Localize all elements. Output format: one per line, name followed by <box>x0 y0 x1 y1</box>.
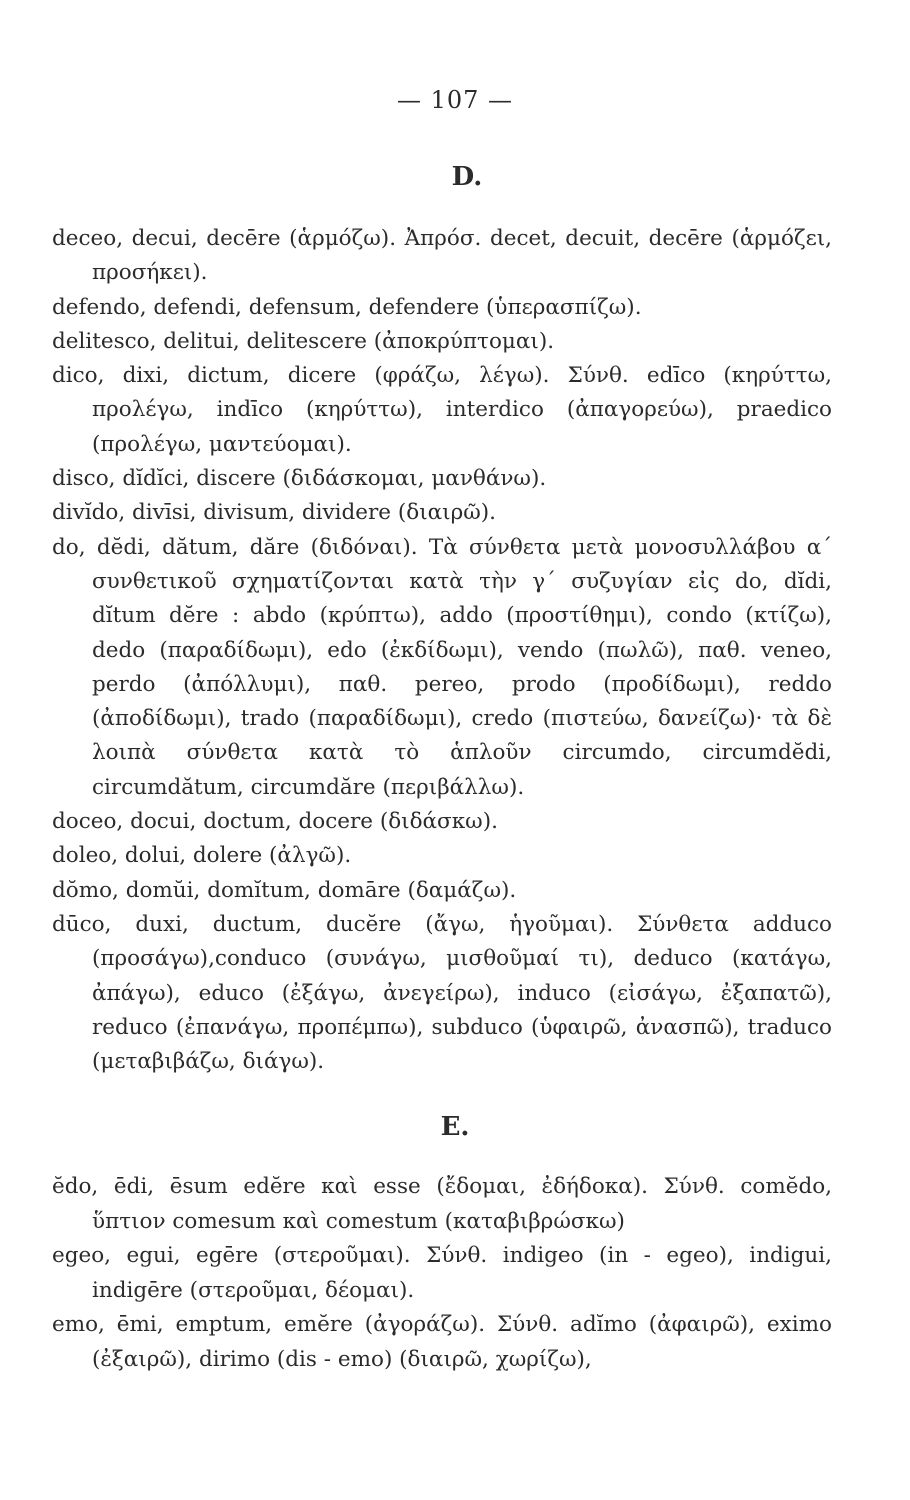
section-heading-d: D. <box>451 162 483 192</box>
dictionary-entry: ĕdo, ēdi, ēsum edĕre καὶ esse (ἔδομαι, ἐδήδοκα). Σύνθ. comĕdo, ὕπτιον comesum καὶ comestum (καταβιβρώσκω) <box>52 1174 832 1234</box>
dictionary-entry: emo, ēmi, emptum, emĕre (ἀγοράζω). Σύνθ. adĭmo (ἀφαιρῶ), eximo (ἐξαιρῶ), dirimo (dis - emo) (διαιρῶ, χωρίζω), <box>52 1312 832 1372</box>
dictionary-entry: dŏmo, domŭi, domĭtum, domāre (δαμάζω). <box>52 877 517 903</box>
dictionary-entry: doleo, dolui, dolere (ἀλγῶ). <box>52 843 352 869</box>
dictionary-entry: disco, dĭdĭci, discere (διδάσκομαι, μανθάνω). <box>52 466 547 492</box>
dictionary-entry: divĭdo, divīsi, divisum, dividere (διαιρῶ). <box>52 500 496 526</box>
dictionary-entry: dico, dixi, dictum, dicere (φράζω, λέγω). Σύνθ. edīco (κηρύττω, προλέγω, indīco (κηρύττω), interdico (ἀπαγορεύω), praedico (προλέγω, μαντεύομαι). <box>52 363 832 457</box>
dictionary-entry: egeo, egui, egēre (στεροῦμαι). Σύνθ. indigeo (in - egeo), indigui, indigēre (στεροῦμαι, δέομαι). <box>52 1243 832 1303</box>
dictionary-entry: doceo, docui, doctum, docere (διδάσκω). <box>52 809 498 835</box>
section-e-entries <box>52 1170 832 1377</box>
section-d-entries <box>52 222 832 1079</box>
dictionary-entry: delitesco, delitui, delitescere (ἀποκρύπτομαι). <box>52 328 555 354</box>
page-number: — 107 — <box>396 86 514 114</box>
dictionary-entry: do, dĕdi, dătum, dăre (διδόναι). Τὰ σύνθετα μετὰ μονοσυλλάβου α΄ συνθετικοῦ σχηματίζονται κατὰ τὴν γ΄ συζυγίαν εἰς do, dĭdi, dĭtum dĕre : abdo (κρύπτω), addo (προστίθημι), condo (κτίζω), dedo (παραδίδωμι), edo (ἐκδίδωμι), vendo (πωλῶ), παθ. veneo, perdo (ἀπόλλυμι), παθ. pereo, prodo (προδίδωμι), reddo (ἀποδίδωμι), trado (παραδίδωμι), credo (πιστεύω, δανείζω)· τὰ δὲ λοιπὰ σύνθετα κατὰ τὸ ἁπλοῦν circumdo, circumdĕdi, circumdătum, circumdăre (περιβάλλω). <box>52 534 832 800</box>
dictionary-entry: dūco, duxi, ductum, ducĕre (ἄγω, ἡγοῦμαι). Σύνθετα adduco (προσάγω),conduco (συνάγω, μισθοῦμαί τι), deduco (κατάγω, ἀπάγω), educo (ἐξάγω, ἀνεγείρω), induco (εἰσάγω, ἐξαπατῶ), reduco (ἐπανάγω, προπέμπω), subduco (ὑφαιρῶ, ἀνασπῶ), traduco (μεταβιβάζω, διάγω). <box>52 911 832 1075</box>
dictionary-entry: deceo, decui, decēre (ἁρμόζω). Ἀπρόσ. decet, decuit, decēre (ἁρμόζει, προσήκει). <box>52 226 832 286</box>
section-heading-e: E. <box>440 1112 470 1142</box>
dictionary-entry: defendo, defendi, defensum, defendere (ὑπερασπίζω). <box>52 294 642 320</box>
